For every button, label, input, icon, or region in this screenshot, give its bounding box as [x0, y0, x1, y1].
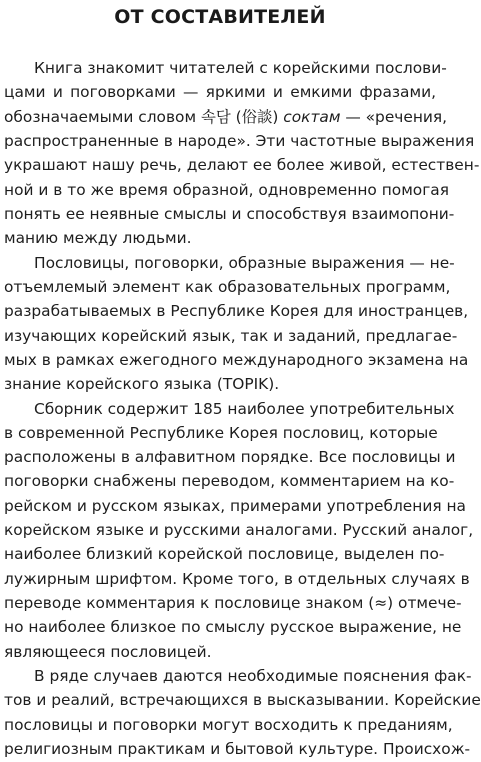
text-line: цами и поговорками — яркими и емкими фразами, — [4, 83, 436, 102]
text-line: отъемлемый элемент как образовательных программ, — [4, 277, 451, 296]
text-line: поговорки снабжены переводом, комментарием на ко- — [4, 472, 455, 491]
text-line: разрабатываемых в Республике Корея для иностранцев, — [4, 302, 469, 321]
text-line: украшают нашу речь, делают ее более живой, естествен- — [4, 156, 480, 175]
text-segment: обозначаемыми словом 속담 (俗談) — [4, 107, 284, 126]
text-line-korean-term — [4, 104, 448, 130]
text-segment: — «речения, — [340, 107, 448, 126]
text-line: Пословицы, поговорки, образные выражения — не- — [34, 253, 455, 272]
text-line: мых в рамках ежегодного международного экзамена на — [4, 350, 469, 369]
text-line: В ряде случаев даются необходимые пояснения фак- — [34, 667, 472, 686]
text-line: пословицы и поговорки могут восходить к преданиям, — [4, 715, 453, 734]
text-line: переводе комментария к пословице знаком (≈) отмече- — [4, 594, 462, 613]
text-line: Сборник содержит 185 наиболее употребительных — [34, 399, 455, 418]
text-line: корейском языке и русскими аналогами. Русский аналог, — [4, 521, 474, 540]
text-line: знание корейского языка (TOPIK). — [4, 375, 280, 394]
text-line: в современной Республике Корея пословиц, которые — [4, 423, 438, 442]
text-line: но наиболее близкое по смыслу русское выражение, не — [4, 618, 462, 637]
text-line: манию между людьми. — [4, 229, 192, 248]
italic-term: соктам — [283, 107, 341, 126]
text-line: рейском и русском языках, примерами употребления на — [4, 496, 466, 515]
text-line: ной и в то же время образной, одновременно помогая — [4, 180, 449, 199]
text-line: тов и реалий, встречающихся в высказывании. Корейские — [4, 691, 481, 710]
text-line: понять ее неявные смыслы и способствуя взаимопони- — [4, 204, 455, 223]
text-line: изучающих корейский язык, так и заданий, предлагае- — [4, 326, 458, 345]
text-line: являющееся пословицей. — [4, 642, 212, 661]
text-line: лужирным шрифтом. Кроме того, в отдельных случаях в — [4, 569, 470, 588]
text-line: Книга знакомит читателей с корейскими послови- — [34, 59, 447, 77]
text-line: распространенные в народе». Эти частотные выражения — [4, 131, 475, 150]
page-title: ОТ СОСТАВИТЕЛЕЙ — [114, 6, 326, 28]
text-line: религиозным практикам и бытовой культуре. Происхож- — [4, 740, 471, 758]
text-line: расположены в алфавитном порядке. Все пословицы и — [4, 448, 456, 467]
text-line: наиболее близкий корейской пословице, выделен по- — [4, 545, 445, 564]
